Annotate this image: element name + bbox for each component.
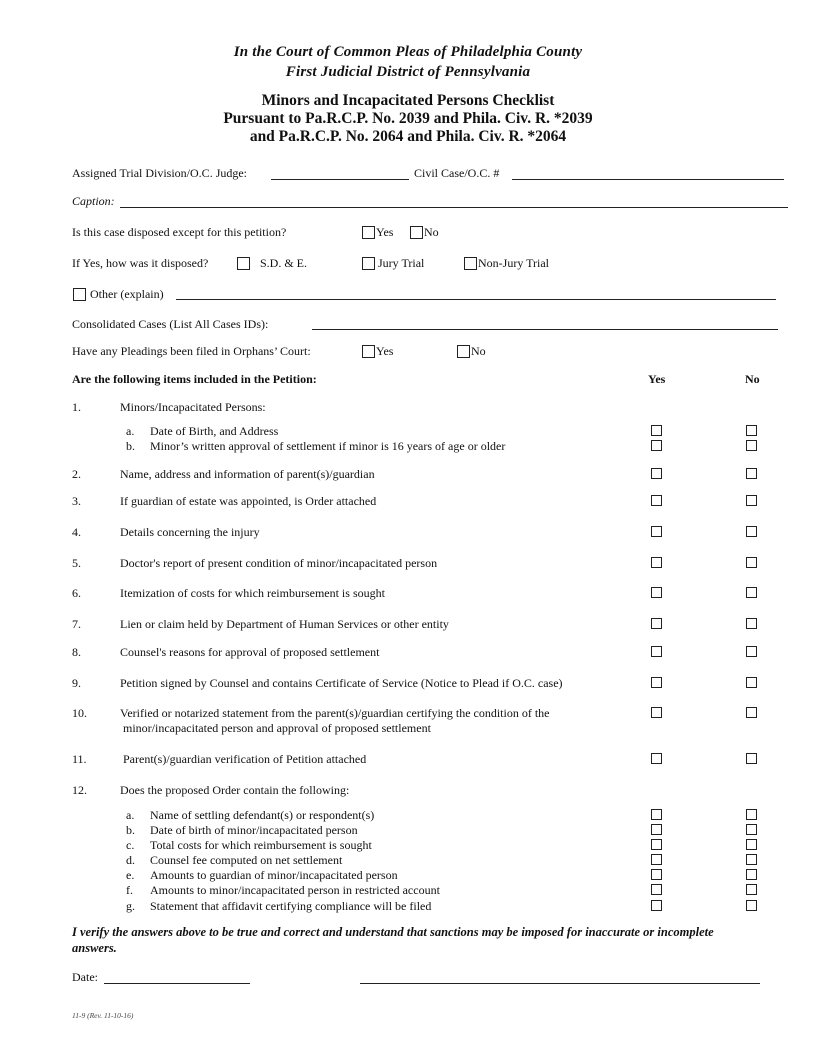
date-label: Date:: [72, 970, 98, 984]
item-7-no-checkbox[interactable]: [746, 618, 757, 629]
item-number: 6.: [72, 586, 81, 600]
item-1b-yes-checkbox[interactable]: [651, 440, 662, 451]
other-label: Other (explain): [90, 287, 164, 301]
item-text: Total costs for which reimbursement is sought: [150, 838, 372, 852]
item-text: Date of birth of minor/incapacitated person: [150, 823, 358, 837]
item-12d-yes-checkbox[interactable]: [651, 854, 662, 865]
item-number: 10.: [72, 706, 87, 720]
court-name: In the Court of Common Pleas of Philadelphia County: [233, 44, 583, 60]
form-subtitle-1: Pursuant to Pa.R.C.P. No. 2039 and Phila. Civ. R. *2039: [223, 110, 593, 127]
judge-field[interactable]: [271, 179, 409, 180]
sde-label: S.D. & E.: [260, 256, 308, 270]
form-revision: 11-9 (Rev. 11-10-16): [72, 1011, 134, 1020]
item-text: If guardian of estate was appointed, is Order attached: [120, 494, 377, 508]
disposed-question: Is this case disposed except for this petition?: [72, 225, 287, 239]
item-12g-yes-checkbox[interactable]: [651, 900, 662, 911]
consolidated-field[interactable]: [312, 329, 778, 330]
item-12c-yes-checkbox[interactable]: [651, 839, 662, 850]
item-text: Minors/Incapacitated Persons:: [120, 400, 266, 414]
jury-trial-label: Jury Trial: [378, 256, 425, 270]
item-text: Amounts to minor/incapacitated person in restricted account: [150, 883, 440, 897]
case-number-field[interactable]: [512, 179, 784, 180]
checklist-heading: Are the following items included in the Petition:: [72, 372, 317, 386]
disposed-yes-label: Yes: [376, 225, 394, 239]
item-text: Name, address and information of parent(s)/guardian: [120, 467, 375, 481]
non-jury-trial-label: Non-Jury Trial: [478, 256, 550, 270]
consolidated-label: Consolidated Cases (List All Cases IDs):: [72, 317, 269, 331]
item-2-no-checkbox[interactable]: [746, 468, 757, 479]
item-text-continued: minor/incapacitated person and approval of proposed settlement: [123, 721, 431, 735]
item-12c-no-checkbox[interactable]: [746, 839, 757, 850]
item-12f-yes-checkbox[interactable]: [651, 884, 662, 895]
yes-column-header: Yes: [648, 372, 666, 386]
jury-trial-checkbox[interactable]: [362, 257, 375, 270]
item-text: Doctor's report of present condition of minor/incapacitated person: [120, 556, 438, 570]
item-5-no-checkbox[interactable]: [746, 557, 757, 568]
item-6-yes-checkbox[interactable]: [651, 587, 662, 598]
item-2-yes-checkbox[interactable]: [651, 468, 662, 479]
item-6-no-checkbox[interactable]: [746, 587, 757, 598]
item-9-no-checkbox[interactable]: [746, 677, 757, 688]
item-9-yes-checkbox[interactable]: [651, 677, 662, 688]
item-11-yes-checkbox[interactable]: [651, 753, 662, 764]
how-disposed-question: If Yes, how was it disposed?: [72, 256, 209, 270]
orphans-yes-checkbox[interactable]: [362, 345, 375, 358]
item-number: 3.: [72, 494, 81, 508]
item-8-yes-checkbox[interactable]: [651, 646, 662, 657]
item-number: a.: [126, 424, 135, 438]
item-text: Minor’s written approval of settlement if minor is 16 years of age or older: [150, 439, 506, 453]
item-10-yes-checkbox[interactable]: [651, 707, 662, 718]
item-text: Does the proposed Order contain the following:: [120, 783, 350, 797]
item-12e-no-checkbox[interactable]: [746, 869, 757, 880]
item-number: a.: [126, 808, 135, 822]
date-field[interactable]: [104, 983, 250, 984]
signature-field[interactable]: [360, 983, 760, 984]
item-text: Verified or notarized statement from the parent(s)/guardian certifying the condition of the: [120, 706, 550, 720]
orphans-court-question: Have any Pleadings been filed in Orphans’ Court:: [72, 344, 311, 358]
item-number: 9.: [72, 676, 81, 690]
case-number-label: Civil Case/O.C. #: [414, 166, 500, 180]
item-number: 11.: [72, 752, 87, 766]
item-1a-no-checkbox[interactable]: [746, 425, 757, 436]
item-12a-yes-checkbox[interactable]: [651, 809, 662, 820]
item-number: d.: [126, 853, 135, 867]
item-12a-no-checkbox[interactable]: [746, 809, 757, 820]
disposed-yes-checkbox[interactable]: [362, 226, 375, 239]
item-text: Amounts to guardian of minor/incapacitated person: [150, 868, 398, 882]
item-number: g.: [126, 899, 135, 913]
item-text: Lien or claim held by Department of Human Services or other entity: [120, 617, 449, 631]
item-number: 7.: [72, 617, 81, 631]
non-jury-trial-checkbox[interactable]: [464, 257, 477, 270]
orphans-yes-label: Yes: [376, 344, 394, 358]
item-number: b.: [126, 439, 135, 453]
form-title: Minors and Incapacitated Persons Checklist: [261, 92, 555, 109]
item-text: Name of settling defendant(s) or respondent(s): [150, 808, 375, 822]
form-subtitle-2: and Pa.R.C.P. No. 2064 and Phila. Civ. R. *2064: [249, 128, 567, 145]
item-number: 4.: [72, 525, 81, 539]
item-11-no-checkbox[interactable]: [746, 753, 757, 764]
item-text: Counsel's reasons for approval of proposed settlement: [120, 645, 380, 659]
item-10-no-checkbox[interactable]: [746, 707, 757, 718]
item-4-yes-checkbox[interactable]: [651, 526, 662, 537]
item-number: 12.: [72, 783, 87, 797]
item-number: 8.: [72, 645, 81, 659]
caption-field[interactable]: [120, 207, 788, 208]
item-number: f.: [126, 883, 133, 897]
item-number: e.: [126, 868, 135, 882]
item-number: 1.: [72, 400, 81, 414]
item-number: 5.: [72, 556, 81, 570]
item-12e-yes-checkbox[interactable]: [651, 869, 662, 880]
judge-label: Assigned Trial Division/O.C. Judge:: [72, 166, 248, 180]
item-3-no-checkbox[interactable]: [746, 495, 757, 506]
item-text: Counsel fee computed on net settlement: [150, 853, 343, 867]
item-text: Petition signed by Counsel and contains Certificate of Service (Notice to Plead if O.C. case): [120, 676, 563, 690]
item-12b-no-checkbox[interactable]: [746, 824, 757, 835]
orphans-no-checkbox[interactable]: [457, 345, 470, 358]
item-12f-no-checkbox[interactable]: [746, 884, 757, 895]
item-1b-no-checkbox[interactable]: [746, 440, 757, 451]
item-number: b.: [126, 823, 135, 837]
item-text: Date of Birth, and Address: [150, 424, 279, 438]
item-12d-no-checkbox[interactable]: [746, 854, 757, 865]
other-explain-field[interactable]: [176, 299, 776, 300]
item-1a-yes-checkbox[interactable]: [651, 425, 662, 436]
disposed-no-checkbox[interactable]: [410, 226, 423, 239]
no-column-header: No: [745, 372, 760, 386]
caption-label: Caption:: [72, 194, 115, 208]
item-number: c.: [126, 838, 135, 852]
district-name: First Judicial District of Pennsylvania: [285, 64, 531, 80]
disposed-no-label: No: [424, 225, 439, 239]
item-3-yes-checkbox[interactable]: [651, 495, 662, 506]
sde-checkbox[interactable]: [237, 257, 250, 270]
item-text: Statement that affidavit certifying compliance will be filed: [150, 899, 432, 913]
item-number: 2.: [72, 467, 81, 481]
verification-statement: I verify the answers above to be true and correct and understand that sanctions may be imposed for inaccurate or incomplete answers.: [72, 925, 714, 955]
orphans-no-label: No: [471, 344, 486, 358]
item-7-yes-checkbox[interactable]: [651, 618, 662, 629]
item-5-yes-checkbox[interactable]: [651, 557, 662, 568]
item-12g-no-checkbox[interactable]: [746, 900, 757, 911]
item-text: Itemization of costs for which reimbursement is sought: [120, 586, 385, 600]
item-4-no-checkbox[interactable]: [746, 526, 757, 537]
item-8-no-checkbox[interactable]: [746, 646, 757, 657]
item-text: Parent(s)/guardian verification of Petition attached: [123, 752, 367, 766]
item-text: Details concerning the injury: [120, 525, 260, 539]
item-12b-yes-checkbox[interactable]: [651, 824, 662, 835]
other-checkbox[interactable]: [73, 288, 86, 301]
